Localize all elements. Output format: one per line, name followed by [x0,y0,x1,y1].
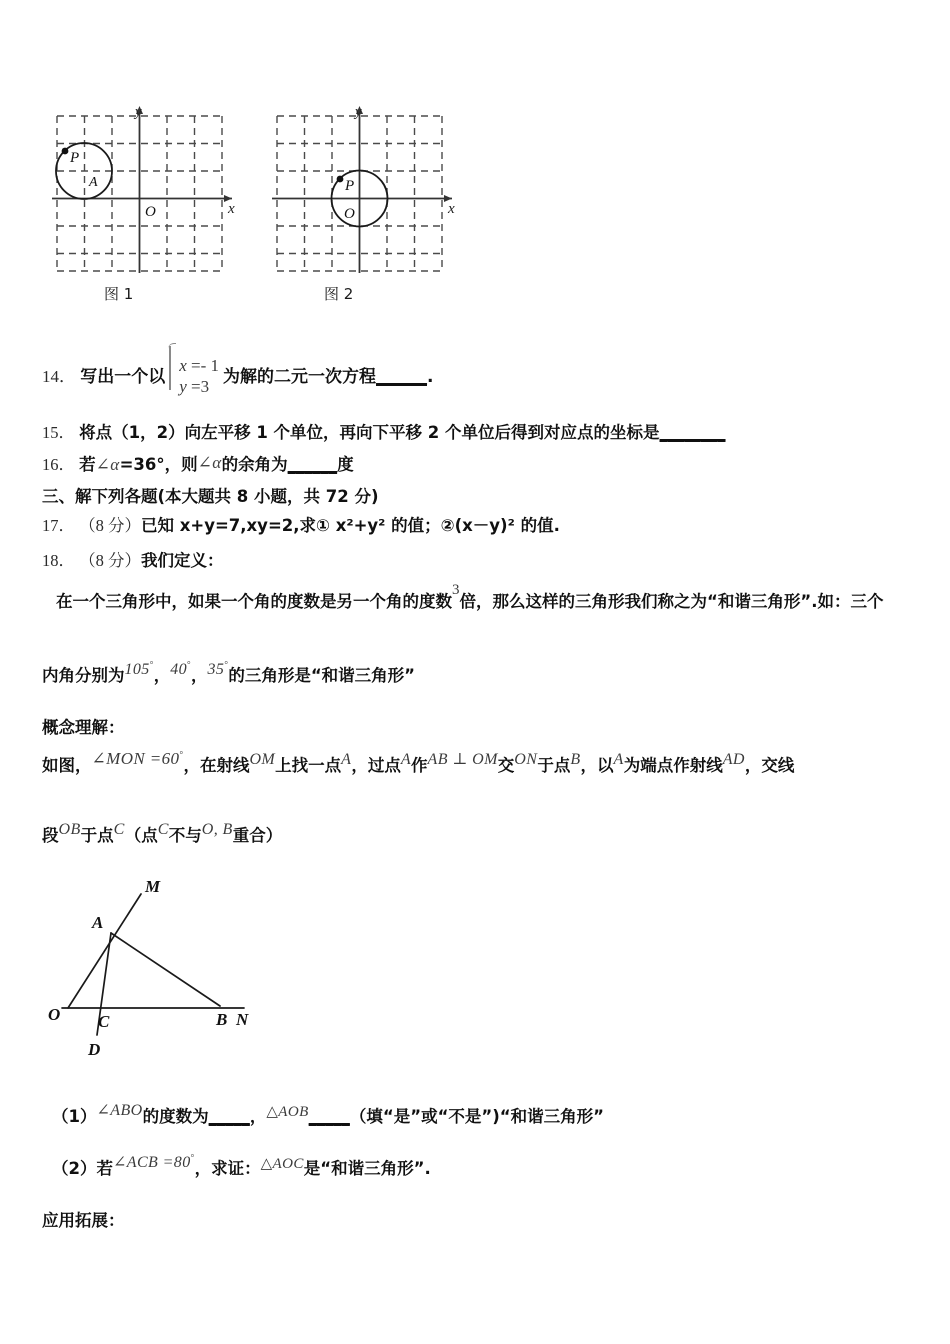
q18-angles-line [42,659,416,686]
q18-ray-om: OM [249,751,276,769]
q16-angle-alpha-2: ∠α [197,452,222,472]
equation-line-1 [179,355,219,376]
section-3-heading: 三、解下列各题(本大题共 8 小题，共 72 分) [42,487,379,506]
q18-p1-i: 为端点作射线 [623,756,723,775]
q18-p1-j: ，交线 [744,756,795,775]
q18-point-b: B [570,751,581,769]
q18-points: （8 分） [79,551,141,570]
q18-angles-tail: 的三角形是“和谐三角形” [228,666,416,685]
q18-p2-c: （点 [124,826,158,845]
q18-sub2-text-a: 若 [96,1159,113,1178]
svg-text:P: P [345,178,355,194]
q18-segment-ob: OB [58,821,81,839]
q18-sub2-text-b: ，求证： [194,1159,261,1178]
q16-text-d: 度 [337,455,354,474]
q18-angle-3: 35° [207,659,229,679]
q18-point-c-1: C [113,821,125,839]
q17-number: 17． [42,516,75,535]
figure-2-graphic [272,98,467,278]
svg-text:x: x [448,201,455,217]
q18-point-c-2: C [157,821,169,839]
q18-p2-a: 段 [42,826,59,845]
q18-sub1-comma: ， [249,1107,267,1126]
diagram-label-M: M [145,877,161,896]
q18-body-line-1 [42,748,795,776]
q18-angle-2: 40° [170,659,192,679]
q18-def-multiplier: 3 [452,582,460,599]
q15-answer-blank[interactable]: ________ [659,423,726,442]
question-14 [42,357,434,399]
q18-points-o-b: O, B [201,821,233,839]
q18-point-a-3: A [613,751,624,769]
q18-def-part1: 在一个三角形中，如果一个角的度数是另一个角的度数 [56,592,452,611]
question-15 [42,419,726,443]
figure-2-caption: 图 2 [324,285,354,303]
q18-number: 18． [42,551,75,570]
q18-p1-a: 如图， [42,756,92,775]
q14-text-after: 为解的二元一次方程 [223,366,377,387]
q18-p2-e: 重合） [232,826,283,845]
svg-text:y: y [135,104,142,120]
q18-p1-g: 于点 [537,756,571,775]
question-17 [42,512,560,536]
q16-number: 16． [42,455,75,474]
q18-angles-comma-2: ， [191,666,208,685]
q16-answer-blank[interactable]: ______ [287,455,338,474]
q14-number: 14． [42,366,76,386]
q18-def-part2: 倍，那么这样的三角形我们称之为“和谐三角形”.如：三个 [459,592,884,611]
diagram-label-O: O [48,1005,61,1024]
q14-eq1-rhs: =- 1 [191,356,220,375]
q18-sub1-blank-a[interactable]: _____ [208,1107,250,1126]
q15-number: 15． [42,423,75,442]
equation-line-2 [179,376,219,397]
coordinate-figures-block [0,0,950,310]
q18-angles-lead: 内角分别为 [42,666,125,685]
diagram-label-D: D [88,1040,101,1059]
q18-angles-comma-1: ， [153,666,171,685]
question-16 [42,451,354,475]
q18-ray-on: ON [514,751,538,769]
q17-points: （8 分） [79,516,141,535]
q18-sub1-number: （1） [52,1107,97,1126]
figure-1-caption: 图 1 [104,285,134,303]
diagram-label-C: C [98,1012,110,1031]
q18-sub1-blank-b[interactable]: _____ [308,1107,350,1126]
q18-lead-text: 我们定义： [141,551,224,570]
q18-p1-c: 上找一点 [275,756,342,775]
q18-point-a-2: A [400,751,412,769]
q16-text-c: 的余角为 [221,455,288,474]
q14-eq2-rhs: =3 [191,377,210,396]
q18-p1-e: 作 [411,756,428,775]
q18-geometry-diagram [48,872,288,1067]
q18-sub1-text-b: （填“是”或“不是”)“和谐三角形” [349,1107,604,1126]
question-18-lead [42,547,224,571]
q18-p1-f: 交 [497,756,515,775]
q14-answer-blank[interactable]: ______ [376,366,428,387]
q18-body-line-2 [42,822,282,846]
svg-text:P: P [70,150,80,166]
q18-triangle-aob: △AOB [266,1103,309,1120]
q18-angle-acb: ∠ACB =80° [112,1152,195,1172]
diagram-label-N: N [236,1010,249,1029]
q18-p1-h: ，以 [580,756,614,775]
q14-text-before: 写出一个以 [80,366,166,387]
q14-eq1-var: x [179,356,187,375]
svg-text:O: O [145,204,156,220]
q14-eq2-var: y [179,377,187,396]
q18-sub1-text-a: 的度数为 [142,1107,209,1126]
q18-angle-1: 105° [124,659,154,679]
q18-p2-d: 不与 [168,826,202,845]
diagram-label-A: A [92,913,104,932]
q17-text: 已知 x+y=7,xy=2,求① x²+y² 的值；②(x－y)² 的值. [141,516,560,535]
q18-ray-ad: AD [722,751,745,769]
q18-p1-d: ，过点 [351,756,401,775]
q18-sub2-text-c: 是“和谐三角形”. [303,1159,431,1178]
q18-p2-b: 于点 [80,826,114,845]
q18-sub-question-2 [52,1152,431,1179]
q16-angle-alpha-1: ∠α [95,455,120,474]
q14-period: . [427,366,434,387]
svg-text:O: O [344,206,355,222]
q18-concept-heading: 概念理解： [42,718,125,737]
q18-triangle-aoc: △AOC [260,1155,304,1172]
q18-sub2-number: （2） [52,1159,97,1178]
q18-apply-heading: 应用拓展： [42,1211,125,1230]
q15-text: 将点（1，2）向左平移 1 个单位，再向下平移 2 个单位后得到对应点的坐标是 [79,423,660,442]
q18-definition-line [56,582,884,612]
svg-text:y: y [355,104,362,120]
svg-text:A: A [89,175,98,190]
diagram-label-B: B [216,1010,228,1029]
q18-angle-mon: ∠MON =60° [91,748,184,768]
q16-text-a: 若 [79,455,96,474]
q18-angle-abo: ∠ABO [96,1102,143,1120]
equation-system-brace [167,355,219,397]
q18-point-a-1: A [341,751,352,769]
q18-sub-question-1 [52,1103,604,1127]
figure-1-graphic [52,98,247,278]
q16-text-b: =36°，则 [119,455,198,474]
q18-perp-expr: AB ⊥ OM [427,751,498,769]
q18-p1-b: ，在射线 [183,756,250,775]
svg-text:x: x [228,201,235,217]
